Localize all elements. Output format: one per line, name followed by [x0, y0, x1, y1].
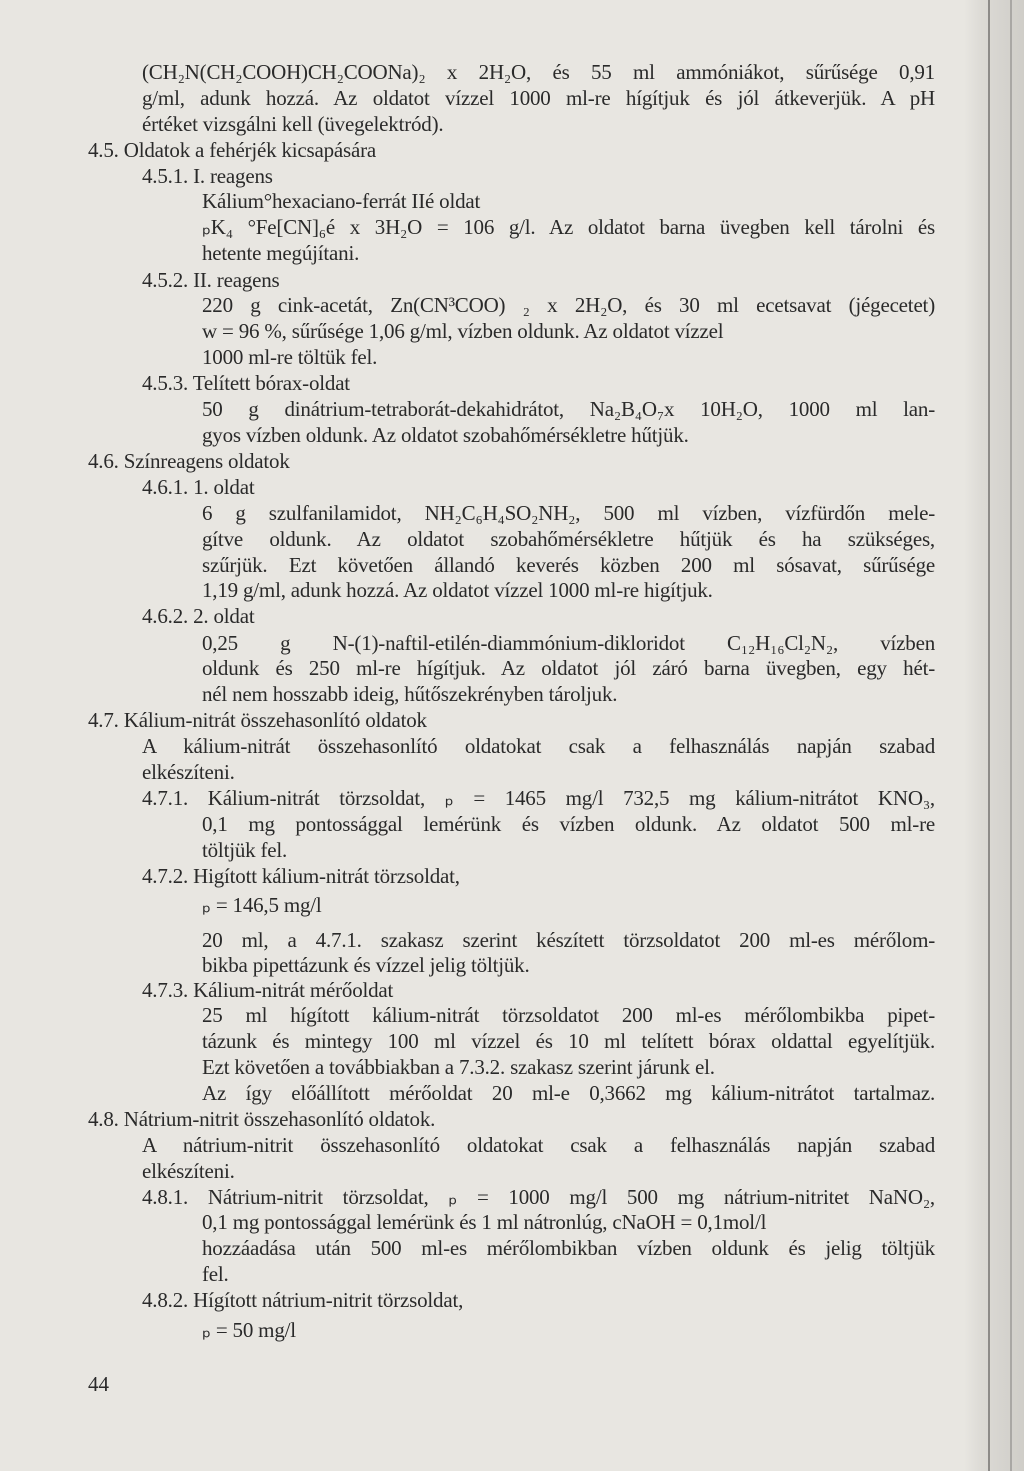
text-line: töltjük fel.: [202, 838, 288, 862]
text-line: 1000 ml-re töltük fel.: [202, 345, 378, 369]
text-line: nél nem hosszabb ideig, hűtőszekrényben tároljuk.: [202, 682, 618, 706]
text-line: hozzáadása után 500 ml-es mérőlombikban vízben oldunk és jelig töltjük: [202, 1236, 935, 1260]
section-heading: 4.8. Nátrium-nitrit összehasonlító oldatok.: [88, 1107, 436, 1131]
text-line: A nátrium-nitrit összehasonlító oldatokat csak a felhasználás napján szabad: [142, 1133, 935, 1157]
text-line: 50 g dinátrium-tetraborát-dekahidrátot, Na₂B₄O₇x 10H₂O, 1000 ml lan-: [202, 397, 935, 421]
scan-edge-line: [988, 0, 990, 1471]
section-heading: 4.7. Kálium-nitrát összehasonlító oldatok: [88, 708, 427, 732]
scan-edge-line: [1010, 0, 1012, 1471]
text-line: 0,1 mg pontossággal lemérünk és vízben oldunk. Az oldatot 500 ml-re: [202, 812, 935, 836]
text-line: elkészíteni.: [142, 1159, 235, 1183]
text-line: w = 96 %, sűrűsége 1,06 g/ml, vízben oldunk. Az oldatot vízzel: [202, 319, 724, 343]
text-line: 4.5.3. Telített bórax-oldat: [142, 371, 350, 395]
section-heading: 4.5. Oldatok a fehérjék kicsapására: [88, 138, 377, 162]
section-heading: 4.6. Színreagens oldatok: [88, 449, 290, 473]
text-line: oldunk és 250 ml-re hígítjuk. Az oldatot jól záró barna üvegben, egy hét-: [202, 656, 935, 680]
text-line: elkészíteni.: [142, 760, 235, 784]
text-line: Kálium°hexaciano-ferrát IIé oldat: [202, 189, 481, 213]
text-line: g/ml, adunk hozzá. Az oldatot vízzel 1000 ml-re hígítjuk és jól átkeverjük. A pH: [142, 86, 935, 110]
scan-page-edge: [964, 0, 1024, 1471]
text-line: 1,19 g/ml, adunk hozzá. Az oldatot vízzel 1000 ml-re higítjuk.: [202, 578, 713, 602]
text-line: 6 g szulfanilamidot, NH₂C₆H₄SO₂NH₂, 500 ml vízben, vízfürdőn mele-: [202, 501, 935, 525]
text-line: 0,1 mg pontossággal lemérünk és 1 ml nátronlúg, cNaOH = 0,1mol/l: [202, 1210, 767, 1234]
text-line: 0,25 g N-(1)-naftil-etilén-diammónium-dikloridot C₁₂H₁₆Cl₂N₂, vízben: [202, 631, 935, 655]
text-line: tázunk és mintegy 100 ml vízzel és 10 ml telített bórax oldattal egyelítjük.: [202, 1029, 935, 1053]
text-line: 4.5.2. II. reagens: [142, 268, 280, 292]
text-line: ₚK₄ °Fe[CN]₆é x 3H₂O = 106 g/l. Az oldatot barna üvegben kell tárolni és: [202, 215, 935, 239]
text-line: ₚ = 50 mg/l: [202, 1318, 296, 1342]
text-line: Ezt követően a továbbiakban a 7.3.2. szakasz szerint járunk el.: [202, 1055, 715, 1079]
text-line: (CH₂N(CH₂COOH)CH₂COONa)₂ x 2H₂O, és 55 ml ammóniákot, sűrűsége 0,91: [142, 60, 935, 84]
text-line: szűrjük. Ezt követően állandó keverés közben 200 ml sósavat, sűrűsége: [202, 553, 935, 577]
text-line: 4.8.1. Nátrium-nitrit törzsoldat, ₚ = 1000 mg/l 500 mg nátrium-nitritet NaNO₂,: [142, 1185, 935, 1209]
page-number: 44: [88, 1372, 109, 1396]
text-line: 220 g cink-acetát, Zn(CN³COO) ₂ x 2H₂O, és 30 ml ecetsavat (jégecetet): [202, 293, 935, 317]
text-line: ₚ = 146,5 mg/l: [202, 893, 322, 917]
text-line: bikba pipettázunk és vízzel jelig töltjük.: [202, 953, 530, 977]
text-line: gítve oldunk. Az oldatot szobahőmérsékletre hűtjük és ha szükséges,: [202, 527, 935, 551]
text-line: 20 ml, a 4.7.1. szakasz szerint készített törzsoldatot 200 ml-es mérőlom-: [202, 928, 935, 952]
text-line: 4.7.3. Kálium-nitrát mérőoldat: [142, 978, 394, 1002]
text-line: 4.6.1. 1. oldat: [142, 475, 255, 499]
text-line: fel.: [202, 1262, 229, 1286]
text-line: Az így előállított mérőoldat 20 ml-e 0,3662 mg kálium-nitrátot tartalmaz.: [202, 1081, 935, 1105]
text-line: 4.6.2. 2. oldat: [142, 604, 255, 628]
text-line: 4.5.1. I. reagens: [142, 164, 273, 188]
text-line: gyos vízben oldunk. Az oldatot szobahőmérsékletre hűtjük.: [202, 423, 689, 447]
text-line: értéket vizsgálni kell (üvegelektród).: [142, 112, 444, 136]
text-line: 4.7.2. Higított kálium-nitrát törzsoldat,: [142, 864, 460, 888]
text-line: A kálium-nitrát összehasonlító oldatokat csak a felhasználás napján szabad: [142, 734, 935, 758]
text-line: 25 ml hígított kálium-nitrát törzsoldatot 200 ml-es mérőlombikba pipet-: [202, 1003, 935, 1027]
text-line: 4.7.1. Kálium-nitrát törzsoldat, ₚ = 1465 mg/l 732,5 mg kálium-nitrátot KNO₃,: [142, 786, 935, 810]
text-line: 4.8.2. Hígított nátrium-nitrit törzsoldat,: [142, 1288, 464, 1312]
text-line: hetente megújítani.: [202, 241, 360, 265]
